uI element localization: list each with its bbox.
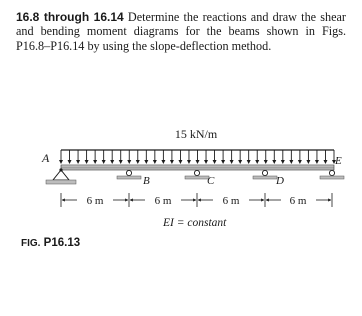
load-arrow-head [102,160,106,164]
load-label: 15 kN/m [174,127,218,141]
load-arrow-head [144,160,148,164]
load-arrow-head [255,160,259,164]
load-arrow-head [264,160,268,164]
load-arrow-head [170,160,174,164]
load-arrow-head [93,160,97,164]
load-arrow-head [136,160,140,164]
load-arrow-head [306,160,310,164]
load-arrows [59,150,336,164]
load-arrow-head [68,160,72,164]
support-e-roller [320,170,344,179]
load-arrow-head [323,160,327,164]
load-arrow-head [85,160,89,164]
span-label-ab: 6 m [86,195,104,207]
problem-number: 16.8 through 16.14 [16,10,124,24]
load-arrow-head [315,160,319,164]
load-arrow-head [76,160,80,164]
load-arrow-head [187,160,191,164]
load-arrow-head [221,160,225,164]
load-arrow-head [204,160,208,164]
support-c-roller [185,170,209,179]
load-arrow-head [247,160,251,164]
support-label-b: B [143,175,150,187]
load-arrow-head [59,160,63,164]
load-arrow-head [119,160,123,164]
load-arrow-head [110,160,114,164]
load-arrow-head [153,160,157,164]
load-arrow-head [272,160,276,164]
span-label-cd: 6 m [222,195,240,207]
load-arrow-head [161,160,165,164]
support-label-a: A [42,151,50,165]
load-arrow-head [196,160,200,164]
support-label-e: E [335,155,342,167]
load-arrow-head [178,160,182,164]
load-arrow-head [230,160,234,164]
load-arrow-head [289,160,293,164]
beam [61,165,334,170]
load-arrow-head [281,160,285,164]
problem-text: Determine the reactions and draw the shear and bending moment diagrams for the beams shown in Figs. P16.8–P16.14 by using the slope-deflection method. [16,10,346,53]
distributed-load [59,150,336,164]
figure-caption [21,237,80,249]
load-arrow-head [213,160,217,164]
stiffness-note: EI = constant [163,217,227,229]
support-d-roller [253,170,277,179]
load-arrow-head [238,160,242,164]
figure-caption-id: P16.13 [43,237,81,249]
span-label-bc: 6 m [154,195,172,207]
load-arrow-head [298,160,302,164]
support-b-roller [117,170,141,179]
support-label-d: D [276,175,284,187]
support-a-pin [46,168,76,184]
support-label-c: C [207,175,215,187]
span-label-de: 6 m [289,195,307,207]
load-arrow-head [127,160,131,164]
figure-caption-prefix: FIG. [21,238,41,249]
